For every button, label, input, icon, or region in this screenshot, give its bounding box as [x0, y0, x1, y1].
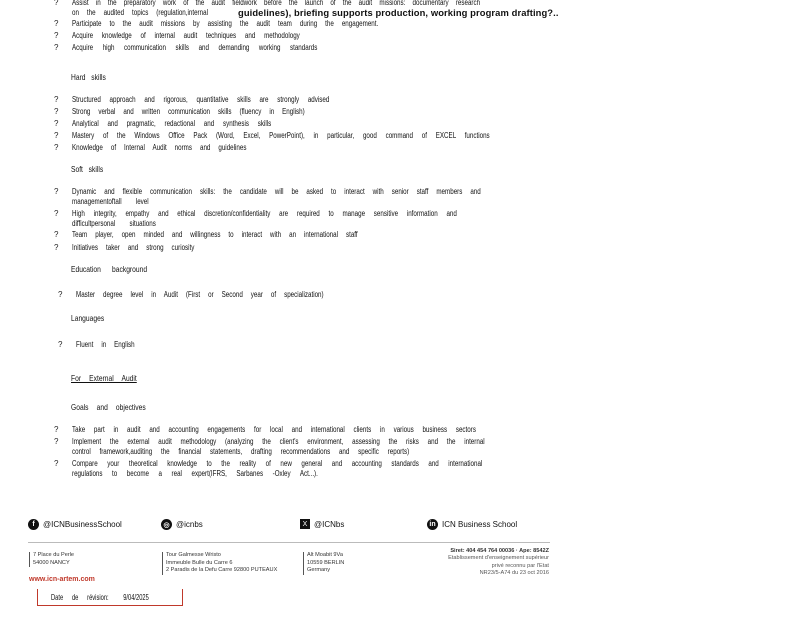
social-facebook[interactable]	[28, 519, 122, 530]
bullet-marker: ?	[54, 131, 59, 140]
section-title-languages: Languages	[71, 313, 105, 323]
address-line: 7 Place du Perle	[33, 552, 75, 558]
intro-line-bold: guidelines), briefing supports production, working program drafting?..	[238, 7, 559, 18]
list-item: Mastery of the Windows Office Pack (Word, Excel, PowerPoint), in particular, good command of EXCEL functions	[72, 131, 490, 140]
bullet-marker: ?	[54, 95, 59, 104]
list-item: Take part in audit and accounting engagements for local and international clients in various business sectors	[72, 425, 476, 434]
revision-value: 9/04/2025	[123, 593, 149, 602]
address-berlin	[303, 552, 344, 575]
revision-label: Date de révision:	[51, 593, 109, 602]
bullet-marker: ?	[54, 19, 59, 28]
list-item: Implement the external audit methodology (analyzing the client's environment, assessing the risks and the internal	[72, 437, 485, 446]
revision-date	[51, 593, 149, 602]
bullet-marker: ?	[54, 0, 59, 7]
list-item: Strong verbal and written communication skills (fluency in English)	[72, 107, 305, 116]
list-item: Structured approach and rigorous, quantitative skills are strongly advised	[72, 95, 330, 104]
list-item: High integrity, empathy and ethical discretion/confidentiality are required to manage sensitive information and	[72, 209, 457, 218]
legal-info	[426, 548, 549, 578]
list-item: Team player, open minded and willingness to interact with an international staff	[72, 230, 358, 239]
section-title-external-audit: For External Audit	[71, 373, 137, 383]
legal-line: privé reconnu par l'Etat	[491, 562, 549, 569]
intro-line: Assist in the preparatory work of the audit fieldwork before the launch of the audit missions: documentary research	[72, 0, 481, 7]
bullet-marker: ?	[54, 437, 59, 446]
bullet-marker: ?	[54, 119, 59, 128]
bullet-marker: ?	[58, 340, 63, 349]
social-linkedin[interactable]	[427, 519, 517, 530]
legal-line: Siret: 404 454 764 00036 · Ape: 8542Z	[450, 548, 549, 554]
linkedin-icon: in	[427, 519, 438, 530]
list-item: Knowledge of Internal Audit norms and guidelines	[72, 143, 247, 152]
address-nancy	[29, 552, 74, 567]
list-item-continuation: control framework,auditing the financial statements, drafting recommendations and specific reports)	[72, 447, 410, 456]
list-item: Analytical and pragmatic, redactional and synthesis skills	[72, 119, 272, 128]
footer-divider	[28, 542, 550, 543]
social-handle: ICN Business School	[442, 520, 518, 529]
instagram-icon: ◎	[161, 519, 172, 530]
address-line: 10559 BERLIN	[307, 559, 345, 566]
list-item: Initiatives taker and strong curiosity	[72, 243, 195, 252]
bullet-marker: ?	[58, 290, 63, 299]
social-x[interactable]	[300, 519, 344, 529]
website-link[interactable]: www.icn-artem.com	[29, 576, 95, 583]
intro-line: Acquire high communication skills and demanding working standards	[72, 43, 318, 52]
facebook-icon: f	[28, 519, 39, 530]
social-handle: @ICNbs	[314, 519, 345, 529]
address-line: Immeuble Bulle du Carre 6	[166, 559, 233, 566]
list-item-continuation: managementoftall level	[72, 197, 149, 206]
list-item-continuation: regulations to become a real expert(IFRS, Sarbanes -Oxley Act...).	[72, 469, 318, 478]
list-item-continuation: difficultpersonal situations	[72, 219, 156, 228]
list-item: Compare your theoretical knowledge to the reality of new general and accounting standards and international	[72, 459, 483, 468]
list-item: Dynamic and flexible communication skills: the candidate will be asked to interact with senior staff members and	[72, 187, 481, 196]
list-item: Fluent in English	[76, 340, 135, 349]
social-handle: @ICNBusinessSchool	[43, 520, 122, 529]
bullet-marker: ?	[54, 209, 59, 218]
address-paris	[162, 552, 277, 575]
intro-line: Acquire knowledge of internal audit techniques and methodology	[72, 31, 300, 40]
address-line: Tour Galmesse Wristo	[166, 552, 221, 558]
bullet-marker: ?	[54, 31, 59, 40]
address-line: Germany	[307, 567, 331, 574]
bullet-marker: ?	[54, 425, 59, 434]
intro-line: Participate to the audit missions by assisting the audit team during the engagement.	[72, 19, 379, 28]
bullet-marker: ?	[54, 107, 59, 116]
legal-line: NR23/5-A74 du 23 oct 2016	[479, 570, 549, 577]
address-line: 2 Paradis de la Defu Carre 92800 PUTEAUX	[166, 567, 278, 574]
bullet-marker: ?	[54, 243, 59, 252]
address-line: 54000 NANCY	[33, 559, 70, 566]
section-title-soft-skills: Soft skills	[71, 164, 104, 174]
section-title-education: Education background	[71, 264, 148, 274]
bullet-marker: ?	[54, 459, 59, 468]
address-line: Alt Moabit 9Va	[307, 552, 343, 558]
intro-line: on the audited topics (regulation,internal	[72, 8, 208, 17]
bullet-marker: ?	[54, 143, 59, 152]
bullet-marker: ?	[54, 230, 59, 239]
social-handle: @icnbs	[176, 520, 203, 529]
section-title-hard-skills: Hard skills	[71, 72, 106, 82]
bullet-marker: ?	[54, 187, 59, 196]
list-item: Master degree level in Audit (First or Second year of specialization)	[76, 290, 324, 299]
legal-line: Etablissement d'enseignement supérieur	[448, 555, 549, 562]
x-icon: X	[300, 519, 310, 529]
social-instagram[interactable]	[161, 519, 203, 530]
bullet-marker: ?	[54, 43, 59, 52]
section-title-goals: Goals and objectives	[71, 402, 146, 412]
